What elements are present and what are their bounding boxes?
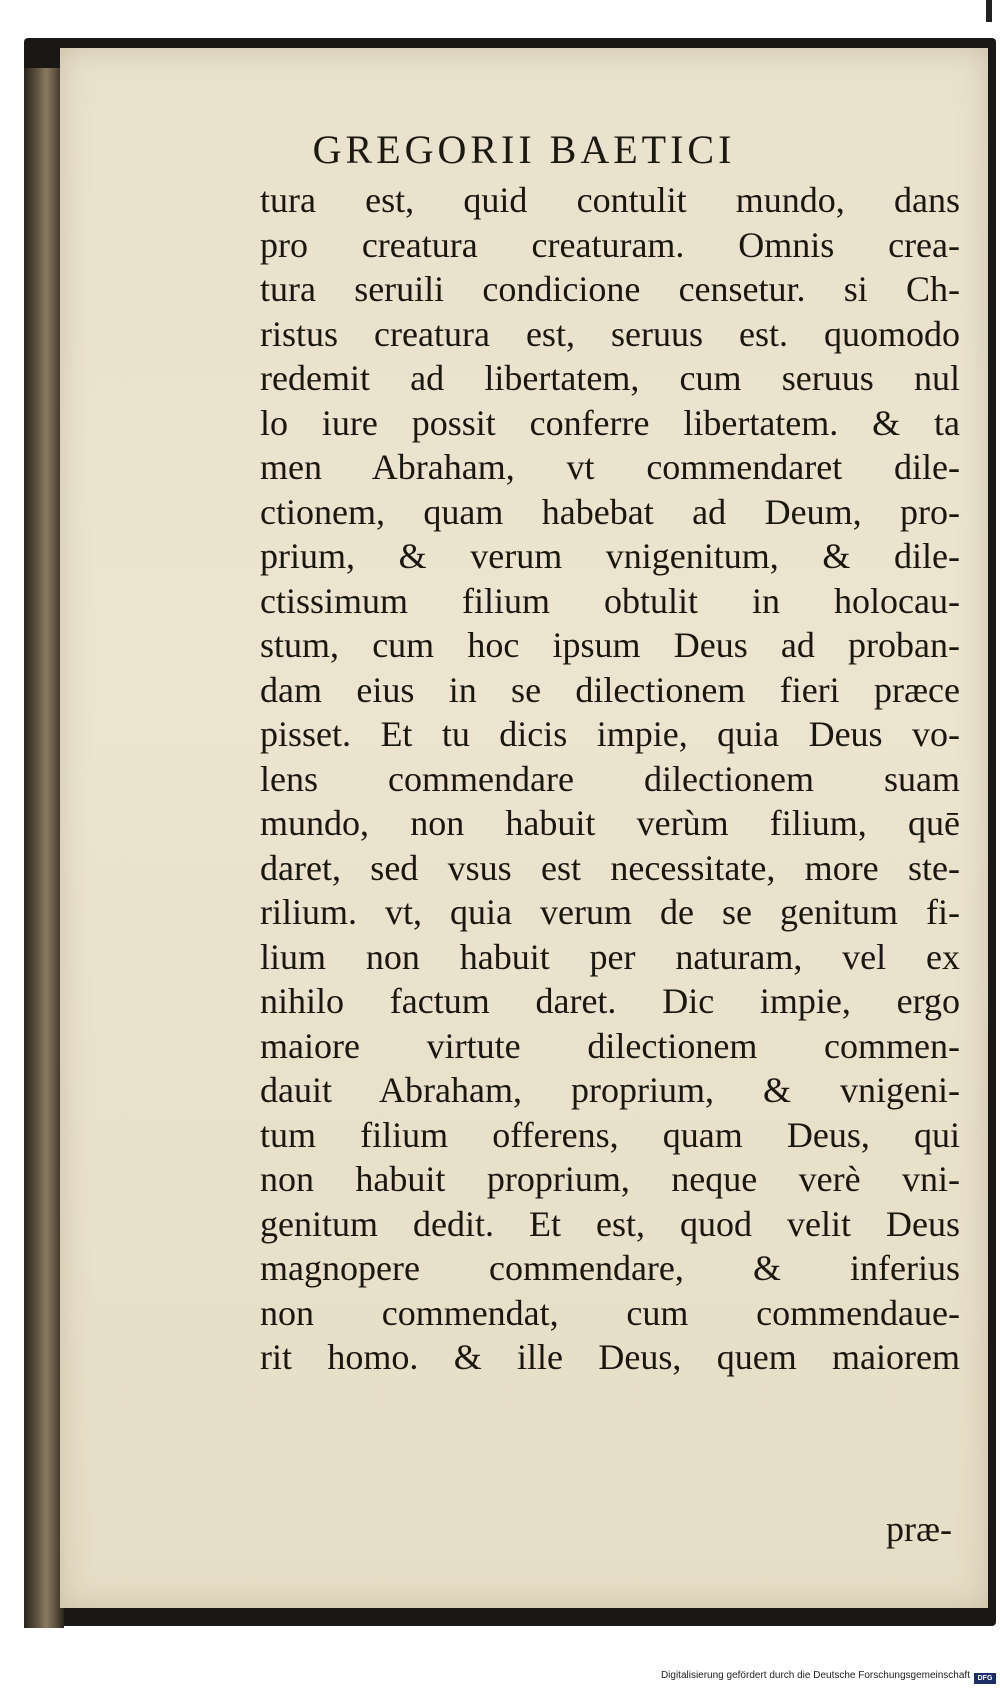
text-line: rit homo. & ille Deus, quem maiorem (260, 1337, 960, 1377)
text-line: nihilo factum daret. Dic impie, ergo (260, 981, 960, 1021)
catchword: præ- (886, 1509, 952, 1549)
text-line: non habuit proprium, neque verè vni- (260, 1159, 960, 1199)
text-line: tum filium offerens, quam Deus, qui (260, 1114, 960, 1155)
text-line: redemit ad libertatem, cum seruus nul (260, 358, 960, 398)
text-line: prium, & verum vnigenitum, & dile- (260, 536, 960, 576)
text-line: stum, cum hoc ipsum Deus ad proban- (260, 625, 960, 665)
scan-marker (986, 0, 992, 22)
footer-credit: Digitalisierung gefördert durch die Deutsche Forschungsgemeinschaft (660, 1670, 970, 1681)
text-line: ctionem, quam habebat ad Deum, pro- (260, 491, 960, 532)
text-line: tura est, quid contulit mundo, dans (260, 180, 960, 220)
text-line: pro creatura creaturam. Omnis crea- (260, 224, 960, 265)
text-line: dam eius in se dilectionem fieri præce (260, 669, 960, 710)
text-line: lium non habuit per naturam, vel ex (260, 936, 960, 977)
running-header: GREGORII BAETICI (312, 127, 736, 172)
text-line: men Abraham, vt commendaret dile- (260, 447, 960, 487)
text-line: maiore virtute dilectionem commen- (260, 1025, 960, 1066)
text-line: lens commendare dilectionem suam (260, 758, 960, 799)
text-line: daret, sed vsus est necessitate, more ste- (260, 847, 960, 888)
text-line: tura seruili condicione censetur. si Ch- (260, 269, 960, 309)
text-line: magnopere commendare, & inferius (260, 1248, 960, 1288)
text-line: mundo, non habuit verùm filium, quē (260, 803, 960, 843)
book-page (60, 48, 988, 1608)
text-line: non commendat, cum commendaue- (260, 1292, 960, 1333)
text-line: ristus creatura est, seruus est. quomodo (260, 313, 960, 354)
text-line: dauit Abraham, proprium, & vnigeni- (260, 1070, 960, 1110)
dfg-logo-icon: DFG (974, 1673, 996, 1684)
text-line: ctissimum filium obtulit in holocau- (260, 580, 960, 621)
book-spine-edge (24, 68, 64, 1628)
body-text (260, 178, 960, 1380)
text-line: genitum dedit. Et est, quod velit Deus (260, 1203, 960, 1244)
text-line: pisset. Et tu dicis impie, quia Deus vo- (260, 714, 960, 754)
scanned-page-photo (24, 38, 996, 1626)
text-line: lo iure possit conferre libertatem. & ta (260, 402, 960, 443)
text-line: rilium. vt, quia verum de se genitum fi- (260, 892, 960, 932)
digitization-footer (0, 1670, 1000, 1690)
